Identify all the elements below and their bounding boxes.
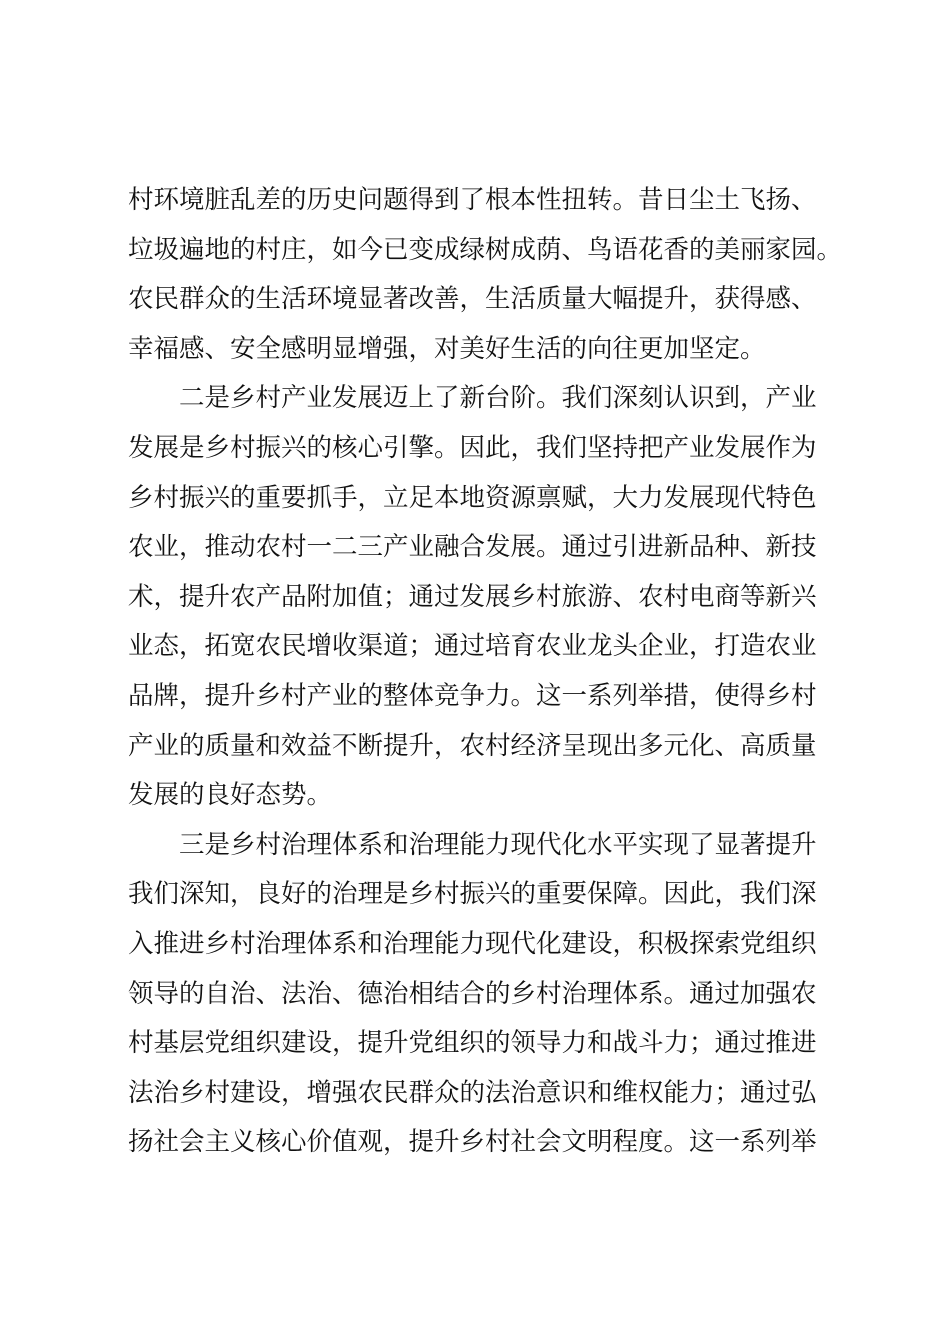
paragraph-2-line-5: 术，提升农产品附加值；通过发展乡村旅游、农村电商等新兴 [128,581,817,612]
document-body [128,176,843,1168]
paragraph-2-line-3: 乡村振兴的重要抓手，立足本地资源禀赋，大力发展现代特色 [128,482,817,513]
paragraph-2-line-4: 农业，推动农村一二三产业融合发展。通过引进新品种、新技 [128,532,817,563]
paragraph-3-line-6: 法治乡村建设，增强农民群众的法治意识和维权能力；通过弘 [128,1077,817,1108]
paragraph-1-line-3: 农民群众的生活环境显著改善，生活质量大幅提升，获得感、 [128,284,817,315]
paragraph-1-line-1: 村环境脏乱差的历史问题得到了根本性扭转。昔日尘土飞扬、 [128,185,817,215]
paragraph-3-line-3: 入推进乡村治理体系和治理能力现代化建设，积极探索党组织 [128,928,817,959]
paragraph-2-line-2: 发展是乡村振兴的核心引擎。因此，我们坚持把产业发展作为 [128,432,817,463]
paragraph-2-line-7: 品牌，提升乡村产业的整体竞争力。这一系列举措，使得乡村 [128,680,817,711]
paragraph-3-line-2: 我们深知，良好的治理是乡村振兴的重要保障。因此，我们深 [128,879,817,910]
paragraph-3-line-1: 三是乡村治理体系和治理能力现代化水平实现了显著提升 [179,829,817,860]
paragraph-3-line-4: 领导的自治、法治、德治相结合的乡村治理体系。通过加强农 [128,978,817,1009]
paragraph-1-line-2: 垃圾遍地的村庄，如今已变成绿树成荫、鸟语花香的美丽家园。 [128,234,843,265]
paragraph-2-line-1: 二是乡村产业发展迈上了新台阶。我们深刻认识到，产业 [179,383,817,414]
paragraph-2-line-9: 发展的良好态势。 [128,780,333,811]
paragraph-3-line-7: 扬社会主义核心价值观，提升乡村社会文明程度。这一系列举 [128,1127,817,1158]
paragraph-3-line-5: 村基层党组织建设，提升党组织的领导力和战斗力；通过推进 [128,1028,817,1059]
paragraph-2-line-6: 业态，拓宽农民增收渠道；通过培育农业龙头企业，打造农业 [128,631,817,662]
paragraph-1-line-4: 幸福感、安全感明显增强，对美好生活的向往更加坚定。 [128,333,766,364]
paragraph-2-line-8: 产业的质量和效益不断提升，农村经济呈现出多元化、高质量 [128,730,817,761]
